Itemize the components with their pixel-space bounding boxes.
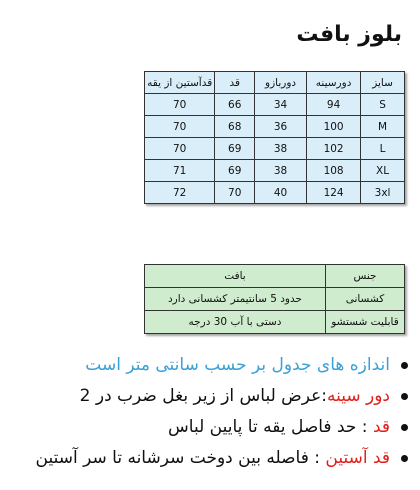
product-title: بلوز بافت	[296, 22, 402, 47]
note-label: دور سینه	[326, 386, 390, 406]
cell-length: 68	[215, 116, 255, 138]
note-text: : حد فاصل یقه تا پایین لباس	[168, 417, 373, 437]
table-row	[145, 116, 405, 138]
cell-arm: 34	[255, 94, 307, 116]
table-row	[145, 138, 405, 160]
cell-sleeve: 70	[145, 116, 215, 138]
header-length: قد	[215, 72, 255, 94]
cell-length: 66	[215, 94, 255, 116]
table-row	[145, 265, 405, 288]
cell-size: L	[361, 138, 405, 160]
header-arm: دوربازو	[255, 72, 307, 94]
spec-table	[144, 264, 405, 334]
cell-chest: 100	[307, 116, 361, 138]
list-item	[0, 350, 410, 381]
header-sleeve: قدآستین از یقه	[145, 72, 215, 94]
spec-value: بافت	[145, 265, 326, 288]
note-label: قد آستین	[325, 448, 390, 468]
cell-size: M	[361, 116, 405, 138]
size-table-header	[145, 72, 405, 94]
note-text: :عرض لباس از زیر بغل ضرب در 2	[79, 386, 327, 406]
note-label: قد	[372, 417, 390, 437]
list-item	[0, 412, 410, 443]
cell-length: 70	[215, 182, 255, 204]
cell-arm: 38	[255, 138, 307, 160]
cell-size: 3xl	[361, 182, 405, 204]
cell-size: S	[361, 94, 405, 116]
bullet-icon	[401, 362, 408, 369]
notes-list	[0, 350, 410, 474]
bullet-icon	[401, 424, 408, 431]
cell-length: 69	[215, 138, 255, 160]
spec-key: جنس	[326, 265, 405, 288]
cell-sleeve: 71	[145, 160, 215, 182]
cell-arm: 36	[255, 116, 307, 138]
list-item	[0, 443, 410, 474]
note-text: : فاصله بین دوخت سرشانه تا سر آستین	[35, 448, 326, 468]
spec-key: قابلیت شستشو	[326, 311, 405, 334]
cell-length: 69	[215, 160, 255, 182]
table-row	[145, 182, 405, 204]
header-size: سایز	[361, 72, 405, 94]
cell-chest: 124	[307, 182, 361, 204]
table-row	[145, 288, 405, 311]
table-row	[145, 94, 405, 116]
list-item	[0, 381, 410, 412]
cell-chest: 94	[307, 94, 361, 116]
cell-chest: 108	[307, 160, 361, 182]
cell-arm: 38	[255, 160, 307, 182]
cell-arm: 40	[255, 182, 307, 204]
cell-size: XL	[361, 160, 405, 182]
cell-chest: 102	[307, 138, 361, 160]
header-chest: دورسینه	[307, 72, 361, 94]
spec-value: حدود 5 سانتیمتر کشسانی دارد	[145, 288, 326, 311]
cell-sleeve: 70	[145, 94, 215, 116]
cell-sleeve: 70	[145, 138, 215, 160]
size-table	[144, 71, 405, 204]
table-row	[145, 311, 405, 334]
spec-key: کشسانی	[326, 288, 405, 311]
cell-sleeve: 72	[145, 182, 215, 204]
bullet-icon	[401, 393, 408, 400]
spec-value: دستی با آب 30 درجه	[145, 311, 326, 334]
bullet-icon	[401, 455, 408, 462]
note-units: اندازه های جدول بر حسب سانتی متر است	[85, 355, 390, 375]
table-row	[145, 160, 405, 182]
